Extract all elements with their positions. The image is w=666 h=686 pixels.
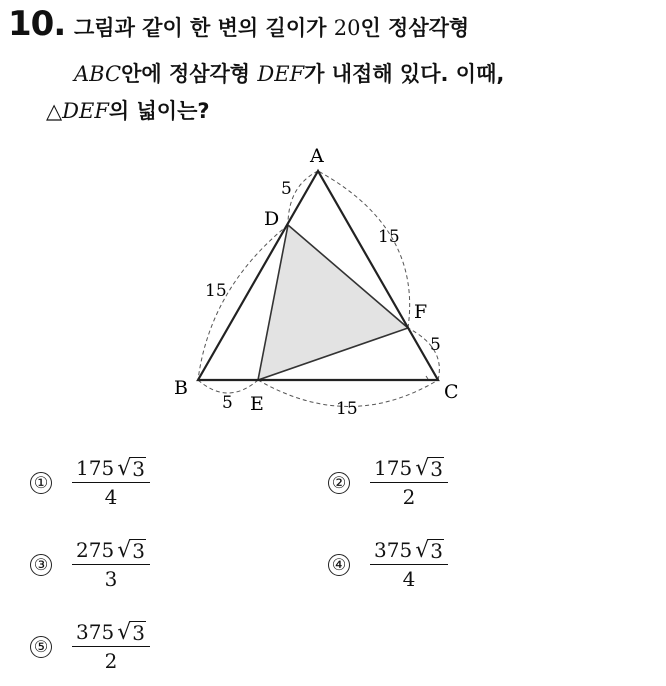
choice-marker: ③	[30, 554, 52, 576]
answer-choice-3[interactable]	[30, 538, 150, 591]
triangle-symbol: △	[46, 99, 63, 123]
fraction-denominator: 2	[402, 485, 416, 509]
segment-label-db: 15	[205, 281, 227, 301]
square-root	[415, 539, 444, 562]
side-length-value: 20	[333, 16, 361, 40]
choice-fraction	[72, 538, 150, 591]
fraction-denominator: 4	[104, 485, 118, 509]
triangle-def-name: DEF	[257, 62, 305, 86]
vertex-label-f: F	[414, 301, 428, 323]
segment-label-be: 5	[222, 393, 233, 413]
question-text: 그림과 같이 한 변의 길이가	[74, 16, 334, 40]
coefficient: 275	[76, 538, 115, 562]
triangle-def-name: DEF	[62, 99, 109, 123]
triangle-abc-name: ABC	[74, 62, 122, 86]
fraction-denominator: 3	[104, 567, 118, 591]
square-root	[415, 457, 444, 480]
segment-label-ad: 5	[281, 179, 292, 199]
choice-marker: ⑤	[30, 636, 52, 658]
answer-choice-4[interactable]	[328, 538, 448, 591]
choice-fraction	[72, 456, 150, 509]
vertex-label-c: C	[444, 381, 459, 403]
radicand: 3	[132, 457, 145, 481]
question-text: 안에 정삼각형	[121, 62, 258, 86]
square-root	[117, 539, 146, 562]
radical-sign-icon: √	[117, 538, 132, 563]
choice-marker: ④	[328, 554, 350, 576]
choice-marker: ②	[328, 472, 350, 494]
fraction-numerator	[72, 538, 150, 564]
radical-sign-icon: √	[415, 538, 430, 563]
radical-sign-icon: √	[117, 456, 132, 481]
question-line-1	[74, 12, 469, 42]
answer-choice-5[interactable]	[30, 620, 150, 673]
choice-fraction	[370, 456, 448, 509]
segment-label-fa: 15	[378, 227, 400, 247]
question-number: 10.	[8, 4, 66, 44]
angle-mark-c	[426, 376, 428, 379]
triangle-figure	[160, 138, 480, 438]
fraction-numerator	[72, 620, 150, 646]
radicand: 3	[430, 539, 443, 563]
fraction-denominator: 4	[402, 567, 416, 591]
vertex-label-b: B	[174, 377, 188, 399]
radicand: 3	[132, 539, 145, 563]
coefficient: 175	[76, 456, 115, 480]
vertex-label-e: E	[250, 393, 264, 415]
triangle-def	[258, 225, 408, 380]
square-root	[117, 457, 146, 480]
question-text: 인 정삼각형	[360, 16, 470, 40]
answer-choice-1[interactable]	[30, 456, 150, 509]
choice-fraction	[370, 538, 448, 591]
vertex-label-d: D	[264, 208, 280, 230]
question-line-3	[46, 95, 210, 125]
square-root	[117, 621, 146, 644]
segment-label-ec: 15	[336, 399, 358, 419]
coefficient: 375	[76, 620, 115, 644]
radicand: 3	[132, 621, 145, 645]
question-text: 의 넓이는?	[108, 99, 210, 123]
radicand: 3	[430, 457, 443, 481]
choice-marker: ①	[30, 472, 52, 494]
question-line-2	[74, 58, 504, 88]
fraction-numerator	[370, 538, 448, 564]
fraction-denominator: 2	[104, 649, 118, 673]
vertex-label-a: A	[310, 145, 324, 167]
question-text: 가 내접해 있다. 이때,	[304, 62, 505, 86]
coefficient: 175	[374, 456, 413, 480]
coefficient: 375	[374, 538, 413, 562]
choice-fraction	[72, 620, 150, 673]
radical-sign-icon: √	[117, 620, 132, 645]
answer-choice-2[interactable]	[328, 456, 448, 509]
radical-sign-icon: √	[415, 456, 430, 481]
arc-BE	[198, 380, 258, 393]
fraction-numerator	[72, 456, 150, 482]
fraction-numerator	[370, 456, 448, 482]
segment-label-cf: 5	[430, 335, 441, 355]
